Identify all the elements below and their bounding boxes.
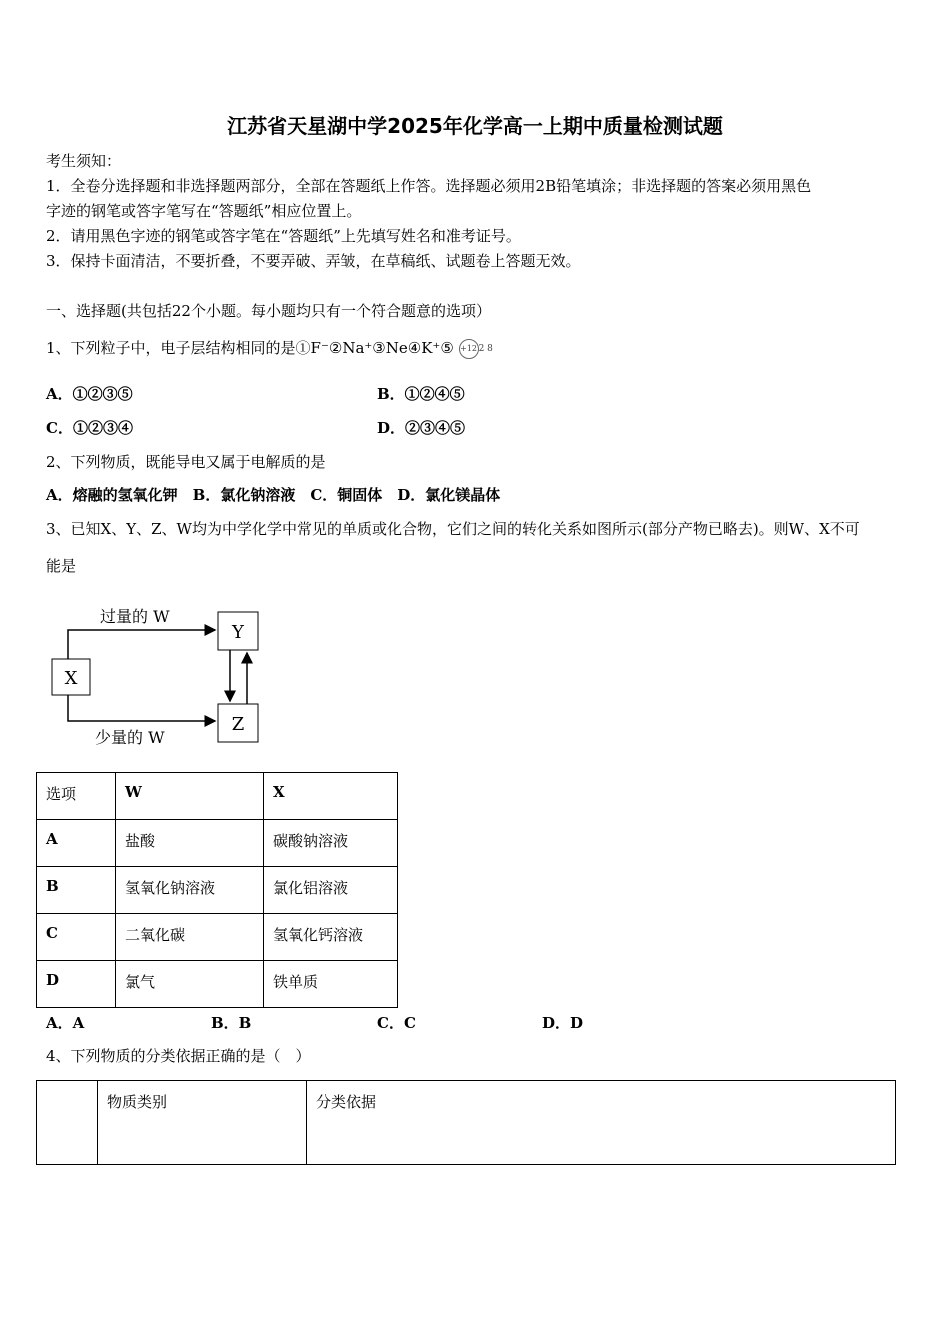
q4-stem: 4、下列物质的分类依据正确的是（ ） xyxy=(46,1047,311,1065)
node-y: Y xyxy=(232,622,244,643)
header-cell: X xyxy=(264,773,398,820)
q1-option-c: C．①②③④ xyxy=(46,419,133,437)
q1-stem: 1、下列粒子中，电子层结构相同的是①F⁻②Na⁺③Ne④K⁺⑤ +12 2 8 xyxy=(46,339,493,357)
q1-option-a: A．①②③⑤ xyxy=(46,385,133,403)
bottom-arrow-label: 少量的 W xyxy=(95,728,165,747)
q3-stem-cont: 能是 xyxy=(46,557,77,575)
notice-item: 字迹的钢笔或答字笔写在“答题纸”相应位置上。 xyxy=(46,202,362,220)
table-row: D 氯气 铁单质 xyxy=(37,961,398,1008)
table-row: B 氢氧化钠溶液 氯化铝溶液 xyxy=(37,867,398,914)
notice-item: 1．全卷分选择题和非选择题两部分，全部在答题纸上作答。选择题必须用2B铅笔填涂；非选择题的答案必须用黑色 xyxy=(46,177,812,195)
notice-item: 3．保持卡面清洁，不要折叠，不要弄破、弄皱，在草稿纸、试题卷上答题无效。 xyxy=(46,252,581,270)
section-heading: 一、选择题(共包括22个小题。每小题均只有一个符合题意的选项） xyxy=(46,302,491,320)
header-cell: 分类依据 xyxy=(307,1081,896,1165)
q3-option-b: B．B xyxy=(211,1014,252,1032)
q3-option-c: C．C xyxy=(377,1014,416,1032)
q1-option-d: D．②③④⑤ xyxy=(377,419,466,437)
atom-nucleus-icon: +12 xyxy=(459,339,479,359)
atom-shells: 2 8 xyxy=(478,344,493,354)
page-title: 江苏省天星湖中学2025年化学高一上期中质量检测试题 xyxy=(227,114,723,138)
q4-table xyxy=(36,1080,896,1165)
top-arrow-label: 过量的 W xyxy=(100,607,170,626)
table-row: C 二氧化碳 氢氧化钙溶液 xyxy=(37,914,398,961)
q2-stem: 2、下列物质，既能导电又属于电解质的是 xyxy=(46,453,326,471)
notice-item: 2．请用黑色字迹的钢笔或答字笔在“答题纸”上先填写姓名和准考证号。 xyxy=(46,227,521,245)
q3-option-a: A．A xyxy=(46,1014,85,1032)
q3-stem: 3、已知X、Y、Z、W均为中学化学中常见的单质或化合物，它们之间的转化关系如图所示(部分产物已略去)。则W、X不可 xyxy=(46,520,860,538)
notice-heading: 考生须知： xyxy=(46,152,122,170)
table-row: A 盐酸 碳酸钠溶液 xyxy=(37,820,398,867)
header-cell: W xyxy=(116,773,264,820)
header-cell: 物质类别 xyxy=(98,1081,307,1165)
q3-table xyxy=(36,772,398,1008)
header-cell xyxy=(37,1081,98,1165)
q2-options: A．熔融的氢氧化钾 B．氯化钠溶液 C．铜固体 D．氯化镁晶体 xyxy=(46,486,501,504)
q3-option-d: D．D xyxy=(542,1014,584,1032)
q1-option-b: B．①②④⑤ xyxy=(377,385,465,403)
conversion-diagram xyxy=(40,595,280,750)
node-x: X xyxy=(64,668,78,689)
header-cell: 选项 xyxy=(37,773,116,820)
node-z: Z xyxy=(231,714,245,735)
